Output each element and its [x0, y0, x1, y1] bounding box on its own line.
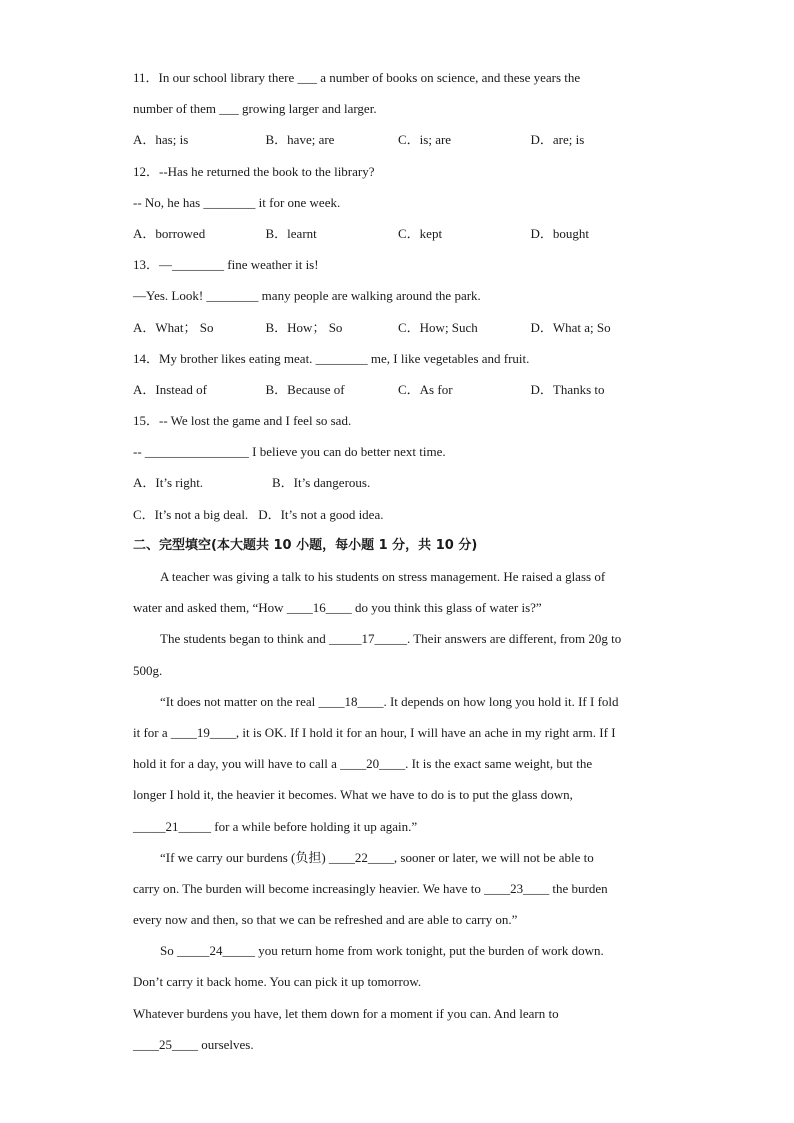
question-text: -- ________________ I believe you can do better next time.: [133, 444, 446, 460]
option-a[interactable]: A．has; is: [133, 132, 189, 148]
option-a[interactable]: A．borrowed: [133, 225, 206, 241]
question-text: 14．My brother likes eating meat. ________ me, I like vegetables and fruit.: [133, 350, 530, 366]
option-d[interactable]: D．What a; So: [530, 319, 611, 335]
passage-line: longer I hold it, the heavier it becomes. What we have to do is to put the glass down,: [133, 787, 573, 803]
passage-line: hold it for a day, you will have to call a ____20____. It is the exact same weight, but the: [133, 756, 593, 772]
passage-line: Don’t carry it back home. You can pick it up tomorrow.: [133, 974, 422, 990]
passage-line: “It does not matter on the real ____18____. It depends on how long you hold it. If I fold: [160, 693, 619, 709]
passage-line: The students began to think and _____17_____. Their answers are different, from 20g to: [160, 631, 622, 647]
options-row: [133, 124, 663, 155]
question-text: 12．--Has he returned the book to the library?: [133, 163, 375, 179]
section-cloze: [133, 530, 663, 1060]
option-b[interactable]: B．learnt: [265, 225, 317, 241]
question-text: 15．-- We lost the game and I feel so sad.: [133, 413, 352, 429]
option-a[interactable]: A．What； So: [133, 319, 214, 335]
option-c[interactable]: C．As for: [398, 381, 453, 397]
option-b[interactable]: B．It’s dangerous.: [272, 475, 371, 491]
cloze-passage: [133, 561, 663, 1060]
option-b[interactable]: B．have; are: [265, 132, 335, 148]
passage-line: “If we carry our burdens (负担) ____22____, sooner or later, we will not be able to: [160, 849, 594, 865]
question-13: [133, 249, 663, 343]
option-a[interactable]: A．Instead of: [133, 381, 208, 397]
options-row: [133, 499, 663, 530]
option-b[interactable]: B．How； So: [265, 319, 343, 335]
option-d[interactable]: D．Thanks to: [530, 381, 605, 397]
option-a[interactable]: A．It’s right.: [133, 475, 204, 491]
passage-line: ____25____ ourselves.: [133, 1036, 254, 1052]
option-c[interactable]: C．kept: [398, 225, 443, 241]
question-text: —Yes. Look! ________ many people are walking around the park.: [133, 288, 481, 304]
section-heading: 二、完型填空(本大题共 10 小题，每小题 1 分，共 10 分): [133, 537, 478, 553]
question-12: [133, 156, 663, 250]
options-row: [133, 312, 663, 343]
passage-line: it for a ____19____, it is OK. If I hold it for an hour, I will have an ache in my right arm. If I: [133, 724, 616, 740]
option-d[interactable]: D．It’s not a good idea.: [258, 506, 384, 522]
option-d[interactable]: D．bought: [530, 225, 590, 241]
option-c[interactable]: C．How; Such: [398, 319, 478, 335]
options-row: [133, 467, 663, 498]
passage-line: every now and then, so that we can be refreshed and are able to carry on.”: [133, 912, 518, 928]
option-c[interactable]: C．is; are: [398, 132, 452, 148]
option-d[interactable]: D．are; is: [530, 132, 585, 148]
option-b[interactable]: B．Because of: [265, 381, 345, 397]
question-11: [133, 62, 663, 156]
options-row: [133, 374, 663, 405]
question-text: 11．In our school library there ___ a number of books on science, and these years the: [133, 70, 581, 85]
passage-line: water and asked them, “How ____16____ do you think this glass of water is?”: [133, 600, 542, 616]
exam-page: [133, 62, 663, 1060]
passage-line: A teacher was giving a talk to his students on stress management. He raised a glass of: [160, 569, 606, 584]
passage-line: _____21_____ for a while before holding it up again.”: [133, 818, 418, 834]
question-14: [133, 343, 663, 405]
passage-line: carry on. The burden will become increasingly heavier. We have to ____23____ the burden: [133, 880, 608, 896]
question-15: [133, 405, 663, 530]
question-text: number of them ___ growing larger and larger.: [133, 101, 377, 117]
question-text: -- No, he has ________ it for one week.: [133, 194, 341, 210]
passage-line: Whatever burdens you have, let them down for a moment if you can. And learn to: [133, 1005, 559, 1021]
passage-line: So _____24_____ you return home from work tonight, put the burden of work down.: [160, 943, 604, 959]
options-row: [133, 218, 663, 249]
passage-line: 500g.: [133, 662, 163, 678]
option-c[interactable]: C．It’s not a big deal.: [133, 506, 249, 522]
question-text: 13．—________ fine weather it is!: [133, 257, 319, 273]
